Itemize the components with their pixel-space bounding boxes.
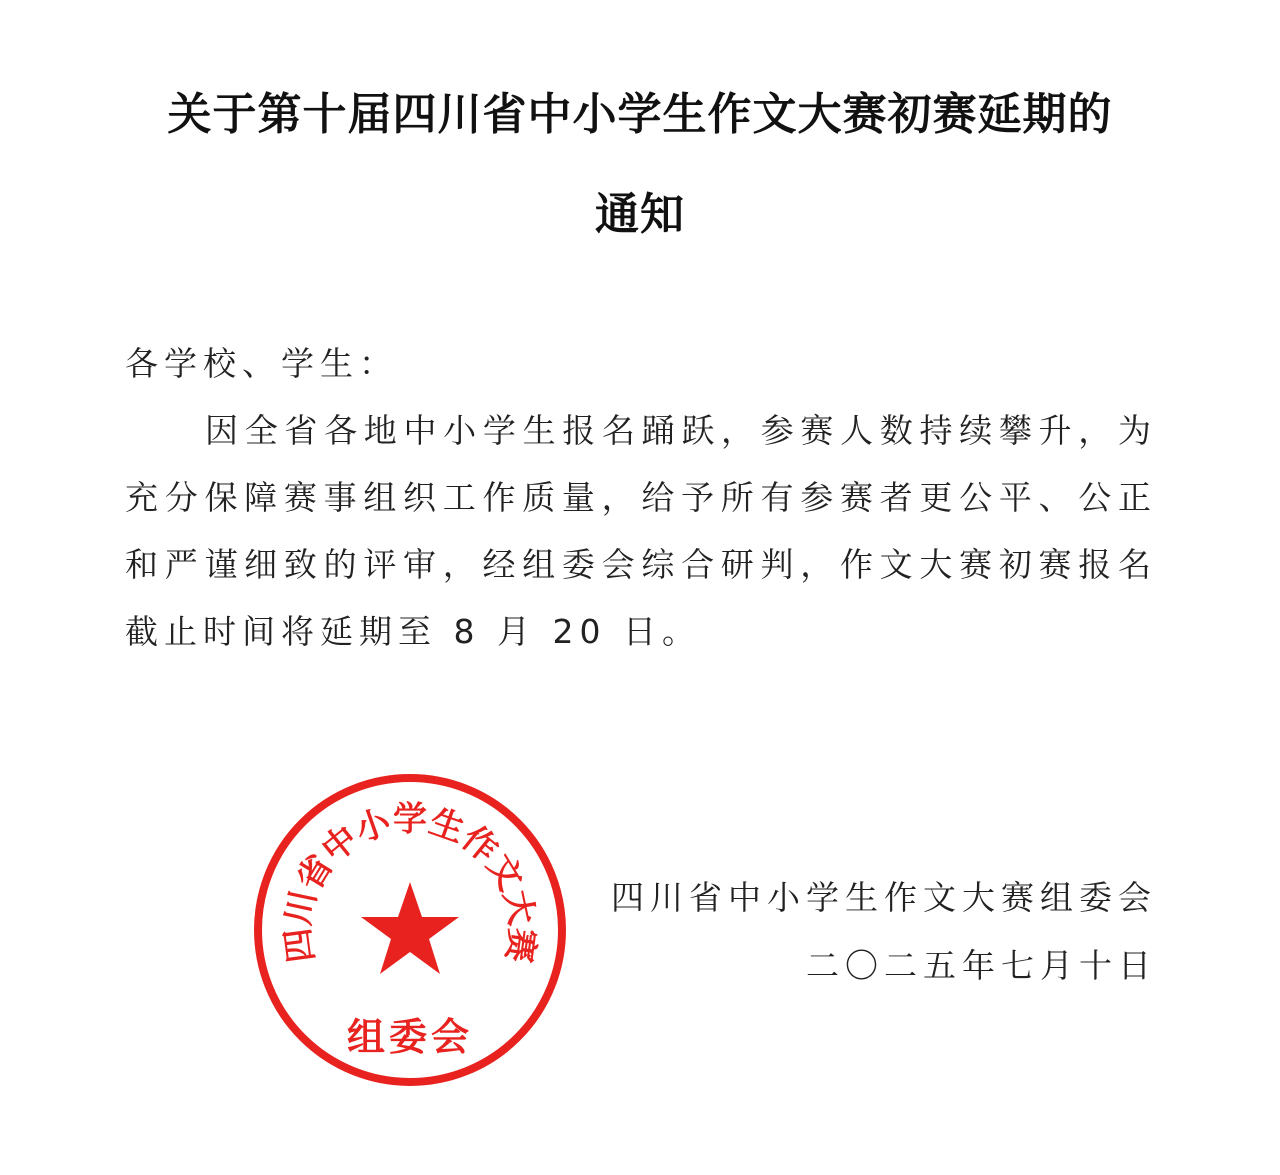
seal-arc-text: 四川省中小学生作文大赛 (277, 799, 543, 965)
notice-title-line-1: 关于第十届四川省中小学生作文大赛初赛延期的 (167, 89, 1113, 140)
official-seal-stamp (250, 770, 570, 1090)
seal-bottom-text: 组委会 (346, 1015, 474, 1059)
signature-organizer: 四川省中小学生作文大赛组委会 (611, 878, 1157, 917)
star-icon (361, 882, 459, 974)
notice-body (125, 330, 1157, 665)
notice-paragraph: 因全省各地中小学生报名踊跃，参赛人数持续攀升，为充分保障赛事组织工作质量，给予所有参赛者更公平、公正和严谨细致的评审，经组委会综合研判，作文大赛初赛报名截止时间将延期至 8 月 20 日。 (125, 411, 1157, 651)
salutation: 各学校、学生： (125, 344, 398, 383)
signature-date: 二〇二五年七月十日 (806, 946, 1157, 985)
notice-title-line-2: 通知 (595, 189, 685, 240)
